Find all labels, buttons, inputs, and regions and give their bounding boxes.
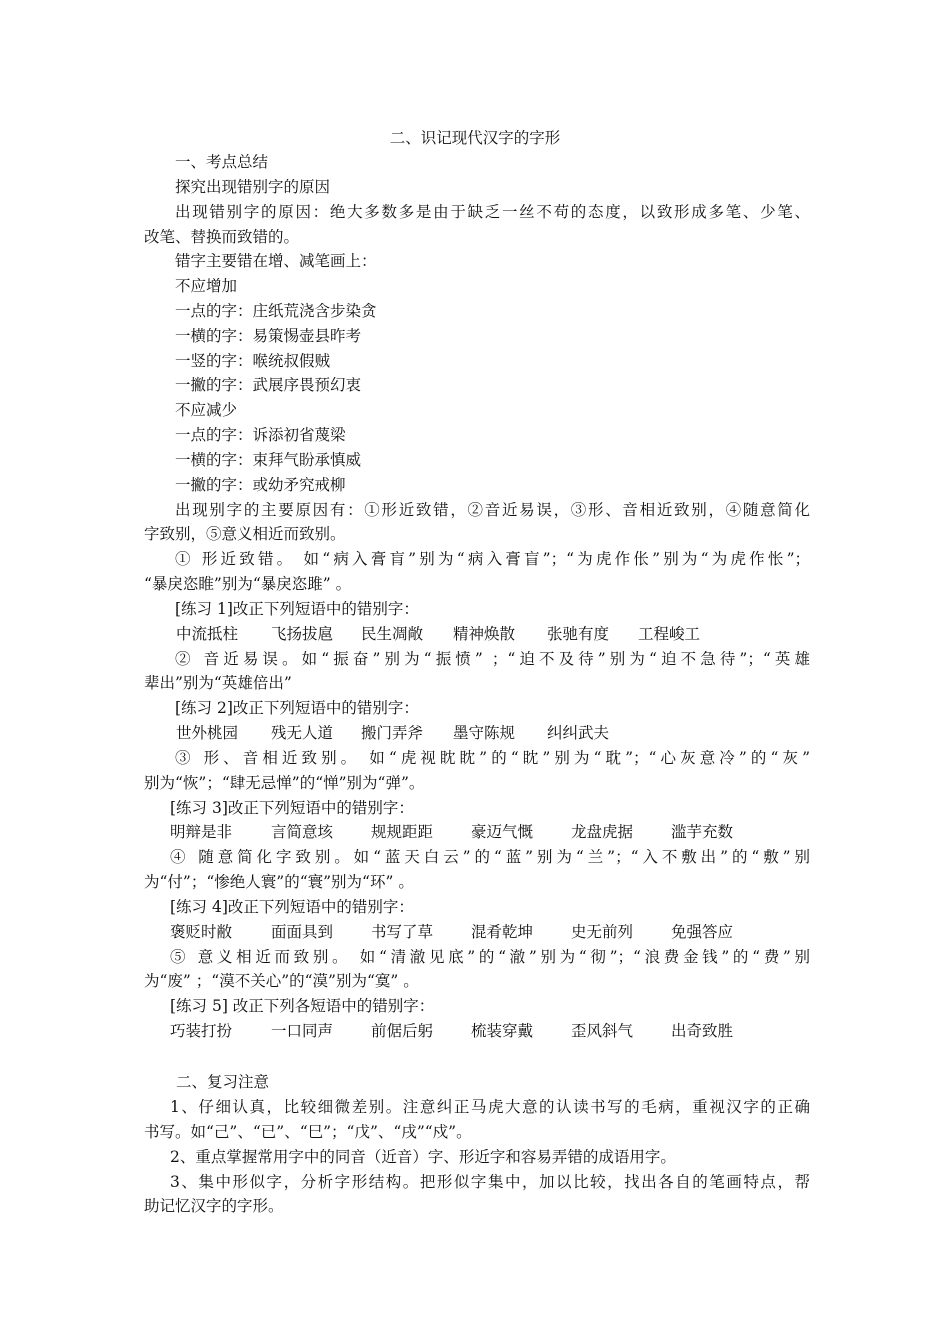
point4-line-2: 为“付”；“惨绝人寰”的“寰”别为“环” 。 [144, 873, 414, 891]
reduce-heng-line: 一横的字：束拜气盼承慎威 [175, 451, 362, 469]
exercise3-item: 龙盘虎据 [571, 823, 634, 841]
note1-line-1: 1、仔细认真，比较细微差别。注意纠正马虎大意的认读书写的毛病，重视汉字的正确 [170, 1098, 810, 1116]
exercise5-item: 前倨后躬 [371, 1022, 434, 1040]
exercise1-item: 工程峻工 [638, 625, 701, 643]
exercise1-item: 精神焕散 [453, 625, 516, 643]
note3-line-1: 3、集中形似字，分析字形结构。把形似字集中，加以比较，找出各自的笔画特点，帮 [170, 1173, 810, 1191]
add-heng-line: 一横的字：易策惕壶县昨考 [175, 327, 362, 345]
should-not-add-heading: 不应增加 [175, 277, 238, 295]
point1-line-2: “暴戾恣睢”别为“暴戾恣雎” 。 [144, 575, 352, 593]
exercise5-item: 歪风斜气 [571, 1022, 634, 1040]
exercise1-item: 张驰有度 [547, 625, 610, 643]
exercise5-item: 梳装穿戴 [471, 1022, 534, 1040]
mistake-intro: 错字主要错在增、减笔画上： [175, 252, 377, 270]
point2-line-1: ② 音近易误。如“振奋”别为“振愤” ；“迫不及待”别为“迫不急待”；“英雄 [175, 650, 810, 668]
exercise3-item: 滥芋充数 [671, 823, 734, 841]
exercise3-item: 豪迈气慨 [471, 823, 534, 841]
reason-line-1: 出现错别字的原因：绝大多数多是由于缺乏一丝不苟的态度，以致形成多笔、少笔、 [175, 203, 810, 221]
exercise4-item: 褒贬时敝 [170, 923, 233, 941]
exercise4-item: 免强答应 [671, 923, 734, 941]
exercise4-item: 书写了草 [371, 923, 434, 941]
exercise5-item: 一口同声 [271, 1022, 334, 1040]
exercise4-item: 史无前列 [571, 923, 634, 941]
exercise2-item: 纠纠武夫 [547, 724, 610, 742]
add-dot-line: 一点的字：庄纸荒浇含步染贪 [175, 302, 377, 320]
point3-line-2: 别为“恢”；“肆无忌惮”的“惮”别为“弹”。 [144, 774, 425, 792]
exercise4-item: 混肴乾坤 [471, 923, 534, 941]
bie-reasons-line-1: 出现别字的主要原因有：①形近致错，②音近易误，③形、音相近致别，④随意简化 [175, 501, 810, 519]
point2-line-2: 辈出”别为“英雄倍出” [144, 674, 292, 692]
exercise3-item: 言简意垓 [271, 823, 334, 841]
section2-heading: 二、复习注意 [176, 1073, 270, 1091]
exercise2-item: 残无人道 [271, 724, 334, 742]
exercise1-title: [练习 1]改正下列短语中的错别字： [175, 600, 419, 618]
point1-line-1: ① 形近致错。 如“病入膏肓”别为“病入膏盲”；“为虎作伥”别为“为虎作怅”； [175, 550, 810, 568]
exercise4-title: [练习 4]改正下列短语中的错别字： [170, 898, 414, 916]
exercise2-title: [练习 2]改正下列短语中的错别字： [175, 699, 419, 717]
exercise3-title: [练习 3]改正下列短语中的错别字： [170, 799, 414, 817]
exercise5-title: [练习 5] 改正下列各短语中的错别字： [170, 997, 435, 1015]
exercise2-items [0, 721, 950, 745]
exercise1-items [0, 622, 950, 646]
exercise1-item: 民生凋敞 [361, 625, 424, 643]
exercise2-item: 墨守陈规 [453, 724, 516, 742]
bie-reasons-line-2: 字致别，⑤意义相近而致别。 [144, 525, 346, 543]
note2: 2、重点掌握常用字中的同音（近音）字、形近字和容易弄错的成语用字。 [170, 1148, 676, 1166]
point5-line-2: 为“废” ；“漠不关心”的“漠”别为“寞” 。 [144, 972, 419, 990]
document-title: 二、识记现代汉字的字形 [389, 129, 561, 147]
point5-line-1: ⑤ 意义相近而致别。 如“清澈见底”的“澈”别为“彻”；“浪费金钱”的“费”别 [170, 948, 810, 966]
exercise4-item: 面面具到 [271, 923, 334, 941]
note3-line-2: 助记忆汉字的字形。 [144, 1197, 284, 1215]
reduce-pie-line: 一撇的字：或幼矛究戒柳 [175, 476, 346, 494]
point3-line-1: ③ 形、音相近致别。 如“虎视眈眈”的“眈”别为“耽”；“心灰意冷”的“灰” [175, 749, 810, 767]
exercise4-items [0, 920, 950, 944]
section1-heading: 一、考点总结 [175, 153, 269, 171]
point4-line-1: ④ 随意简化字致别。如“蓝天白云”的“蓝”别为“兰”；“入不敷出”的“敷”别 [170, 848, 810, 866]
section1-subheading: 探究出现错别字的原因 [175, 178, 331, 196]
add-shu-line: 一竖的字：喉统叔假贼 [175, 352, 331, 370]
exercise2-item: 搬门弄斧 [361, 724, 424, 742]
note1-line-2: 书写。如“己”、“已”、“巳”；“戊”、“戌”“戍”。 [144, 1123, 472, 1141]
reason-line-2: 改笔、替换而致错的。 [144, 228, 300, 246]
exercise3-items [0, 820, 950, 844]
reduce-dot-line: 一点的字：诉添初省蔑梁 [175, 426, 346, 444]
exercise3-item: 明辩是非 [170, 823, 233, 841]
exercise5-items [0, 1019, 950, 1043]
exercise1-item: 中流抵柱 [176, 625, 239, 643]
should-not-reduce-heading: 不应减少 [175, 401, 238, 419]
exercise5-item: 巧装打扮 [170, 1022, 233, 1040]
exercise5-item: 出奇致胜 [671, 1022, 734, 1040]
exercise1-item: 飞扬拔扈 [271, 625, 334, 643]
exercise2-item: 世外桃园 [176, 724, 239, 742]
exercise3-item: 规规距距 [371, 823, 434, 841]
add-pie-line: 一撇的字：武展序畏预幻衷 [175, 376, 362, 394]
